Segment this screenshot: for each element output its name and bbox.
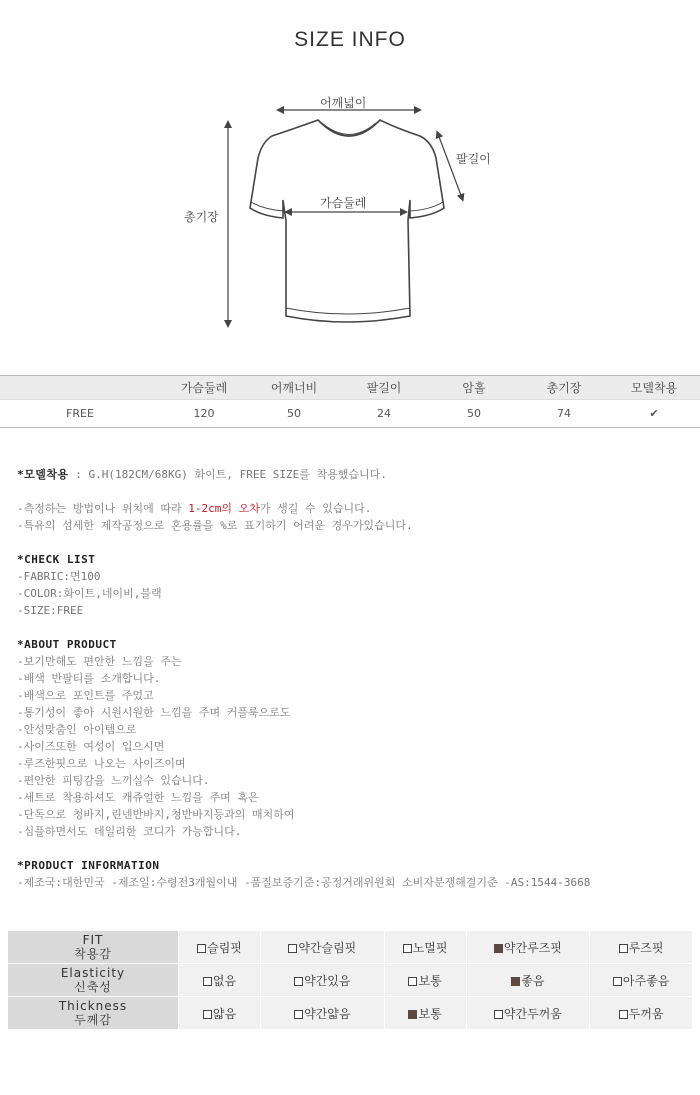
list-item: -배색 반팔티를 소개합니다. (17, 672, 161, 685)
model-info-heading: *모델착용 (17, 468, 69, 481)
checkbox-icon (294, 977, 303, 986)
fit-option-label: 약간루즈핏 (503, 940, 562, 955)
checkbox-icon (613, 977, 622, 986)
header-cell: 팔길이 (340, 376, 428, 400)
fit-option (261, 964, 385, 997)
fit-option-label: 루즈핏 (628, 940, 664, 955)
table-row (0, 400, 700, 428)
list-item: -사이즈또한 여성이 입으시면 (17, 740, 165, 753)
table-cell: 50 (428, 400, 520, 428)
fit-option (590, 997, 693, 1030)
fit-label-ko: 착용감 (74, 947, 112, 961)
list-item: -SIZE:FREE (17, 604, 84, 617)
product-information (17, 857, 687, 891)
checkbox-icon (288, 944, 297, 953)
fit-option-label: 약간두꺼움 (503, 1006, 562, 1021)
list-item: -단독으로 청바지,린넨반바지,청반바지등과의 매치하여 (17, 808, 295, 821)
checkbox-icon (494, 1010, 503, 1019)
checkbox-icon (203, 1010, 212, 1019)
about-product-heading: *ABOUT PRODUCT (17, 638, 117, 651)
note-line (17, 500, 687, 517)
checkbox-icon (197, 944, 206, 953)
fit-option-label: 약간슬림핏 (298, 940, 357, 955)
fit-label-en: Elasticity (60, 966, 126, 980)
checkbox-icon (403, 944, 412, 953)
fit-table (7, 930, 693, 1030)
fit-option-label: 보통 (418, 1006, 442, 1021)
fit-row-label (8, 997, 179, 1030)
chest-label: 가슴둘레 (320, 196, 367, 210)
size-name-cell: FREE (0, 400, 160, 428)
list-item: -배색으로 포인트를 주었고 (17, 689, 154, 702)
list-item: -루즈한핏으로 나오는 사이즈이며 (17, 757, 186, 770)
note-text: -측정하는 방법이나 위치에 따라 (17, 502, 189, 515)
checked-box-icon (494, 944, 503, 953)
size-table-header (0, 376, 700, 400)
size-table (0, 375, 700, 428)
page-title: SIZE INFO (294, 28, 406, 51)
checkbox-icon (408, 977, 417, 986)
fit-label-en: Thickness (58, 999, 128, 1013)
check-list-heading: *CHECK LIST (17, 553, 96, 566)
fit-option-label: 아주좋음 (622, 973, 670, 988)
fit-option (466, 931, 590, 964)
about-product (17, 636, 687, 840)
fit-option-label: 약간있음 (304, 973, 351, 988)
fit-option (179, 964, 261, 997)
fit-row (8, 997, 693, 1030)
product-information-heading: *PRODUCT INFORMATION (17, 859, 160, 872)
measurement-notes (17, 500, 687, 534)
fit-option-label: 얇음 (212, 1006, 237, 1021)
fit-option-label: 약간얇음 (304, 1006, 351, 1021)
model-info (17, 466, 687, 483)
fit-row (8, 931, 693, 964)
checkbox-icon (619, 944, 628, 953)
note-text: 가 생길 수 있습니다. (259, 502, 372, 515)
length-label: 총기장 (184, 210, 219, 224)
list-item: -안성맞춤인 아이템으로 (17, 723, 137, 736)
fit-option (261, 931, 385, 964)
fit-option (261, 997, 385, 1030)
list-item: -세트로 착용하셔도 캐쥬얼한 느낌을 주며 혹은 (17, 791, 259, 804)
fit-option (590, 964, 693, 997)
fit-option-label: 없음 (212, 973, 237, 988)
model-info-text: : G.H(182CM/68KG) 화이트, FREE SIZE를 착용했습니다. (68, 468, 387, 481)
fit-option-label: 두꺼움 (628, 1006, 664, 1021)
fit-label-en: FIT (82, 933, 104, 947)
list-item: -보기만해도 편안한 느낌을 주는 (17, 655, 182, 668)
fit-option (384, 997, 466, 1030)
check-list (17, 551, 687, 619)
error-margin-highlight: 1-2cm의 오차 (188, 502, 260, 515)
table-cell: 74 (520, 400, 608, 428)
list-item: -통기성이 좋아 시원시원한 느낌을 주며 커플룩으로도 (17, 706, 291, 719)
fit-row-label (8, 931, 179, 964)
fit-option (466, 964, 590, 997)
fit-label-ko: 신축성 (74, 980, 112, 994)
shoulder-label: 어깨넓이 (320, 96, 367, 110)
header-cell: 가슴둘레 (160, 376, 248, 400)
checked-box-icon (511, 977, 520, 986)
product-details (17, 466, 687, 908)
header-cell (0, 376, 160, 400)
fit-option-label: 좋음 (521, 973, 545, 988)
checked-box-icon (408, 1010, 417, 1019)
fit-option-label: 보통 (418, 973, 442, 988)
product-information-text: -제조국:대한민국 -제조일:수령전3개월이내 -품질보증기준:공정거래위원회 소비자분쟁해결기준 -AS:1544-3668 (17, 876, 591, 889)
table-cell: 120 (160, 400, 248, 428)
table-cell: 50 (248, 400, 340, 428)
sleeve-label: 팔길이 (456, 152, 491, 166)
checkmark-icon: ✔ (608, 400, 700, 428)
note-line: -특유의 섬세한 제작공정으로 혼용률을 %로 표기하기 어려운 경우가있습니다. (17, 519, 413, 532)
fit-option (179, 931, 261, 964)
tshirt-diagram (0, 80, 700, 340)
checkbox-icon (294, 1010, 303, 1019)
header-cell: 암홀 (428, 376, 520, 400)
fit-option-label: 노멀핏 (412, 940, 448, 955)
checkbox-icon (619, 1010, 628, 1019)
list-item: -COLOR:화이트,네이비,블랙 (17, 587, 162, 600)
fit-option (179, 997, 261, 1030)
table-cell: 24 (340, 400, 428, 428)
list-item: -FABRIC:면100 (17, 570, 101, 583)
list-item: -편안한 피팅감을 느끼실수 있습니다. (17, 774, 210, 787)
checkbox-icon (203, 977, 212, 986)
fit-row-label (8, 964, 179, 997)
header-cell: 모델착용 (608, 376, 700, 400)
fit-label-ko: 두께감 (74, 1013, 112, 1027)
header-cell: 어깨너비 (248, 376, 340, 400)
fit-option (466, 997, 590, 1030)
fit-option (384, 964, 466, 997)
list-item: -심플하면서도 데일리한 코디가 가능합니다. (17, 825, 242, 838)
fit-option (590, 931, 693, 964)
header-cell: 총기장 (520, 376, 608, 400)
fit-option-label: 슬림핏 (207, 940, 242, 955)
fit-row (8, 964, 693, 997)
fit-option (384, 931, 466, 964)
